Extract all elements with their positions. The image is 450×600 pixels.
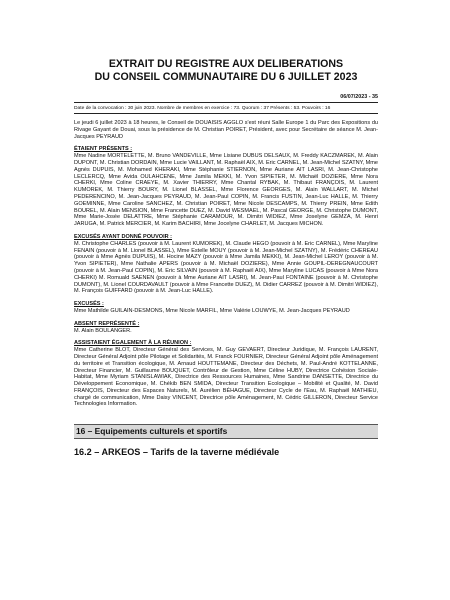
deliberation-subtitle: 16.2 – ARKEOS – Tarifs de la taverne médiévale: [74, 447, 280, 458]
presents-heading: ÉTAIENT PRÉSENTS :: [74, 146, 133, 153]
document-title-line1: EXTRAIT DU REGISTRE AUX DELIBERATIONS: [108, 58, 344, 70]
presents-list: Mme Nadine MORTELETTE, M. Bruno VANDEVILLE, Mme Lisiane DUBUS DELSAUX, M. Freddy KACZMAREK, M. Alain DUPONT, M. Christian DORDAIN, Mme Lucie VAILLANT, M. Raphaël AIX, M. Eric CARNEL, M. Jean-Michel SZATNY, Mme Agnès DUPUIS, M. Mohamed KHERAKI, Mme Stéphanie STIERNON, Mme Auriane AIT LASRI, M. Jean-Christophe LECLERCQ, Mme Avida OULAHCENE, Mme Jamila MEKKI, M. Yvon SIPIETER, M. Michaël DOZIERE, Mme Nora CHERKI, Mme Coline CRAEYE, M. Xavier THIERRY, Mme Chantal RYBAK, M. Thibaut FRANÇOIS, M. Laurent KUMOREK, M. Thierry BOURY, M. Lionel BLASSEL, Mme Florence GEORGES, M. Alain WALLART, M. Michel PEDERENCINO, M. Jean-Jacques PEYRAUD, M. Jean-Paul COPIN, M. Francis FUSTIN, Jean-Luc HALLE, M. Thierry GOEMINNE, Mme Caroline SANCHEZ, M. Christian POIRET, Mme Nicole DESCAMPS, M. Thierry PREIN, Mme Edith BOUREL, M. Alain MENSION, Mme Francette DUEZ, M. David WESMAEL, M. Pascal GEORGE, M. Christophe DUMONT, Mme Marie-Josée DELATTRE, Mme Stéphanie CARAMOUR, M. Dimitri WIDIEZ, Mme Joselyne GEMZA, M. Henri JARUGA, M. Patrick MERCIER, M. Karim BACHIRI, Mme Jocelyne CHARLET, M. Jacques MICHON.: [74, 153, 378, 228]
absent-list: M. Alain BOULANGER.: [74, 327, 132, 334]
meta-rule: [74, 113, 378, 114]
document-title-line2: DU CONSEIL COMMUNAUTAIRE DU 6 JUILLET 2023: [94, 71, 358, 83]
intro-paragraph: Le jeudi 6 juillet 2023 à 18 heures, le Conseil de DOUAISIS AGGLO s'est réuni Salle Europe 1 du Parc des Expositions du Rivage Gayant de Douai, sous la présidence de M. Christian POIRET, Président, avec pour Secrétaire de séance M. Jean-Jacques PEYRAUD: [74, 120, 378, 140]
pouvoir-list: M. Christophe CHARLES (pouvoir à M. Laurent KUMOREK), M. Claude HEGO (pouvoir à M. Eric CARNEL), Mme Maryline FENAIN (pouvoir à M. Lionel BLASSEL), Mme Estelle MOUY (pouvoir à M. Jean-Michel SZATNY), M. Frédéric CHEREAU (pouvoir à Mme Agnès DUPUIS), M. Hocine MAZY (pouvoir à Mme Jamila MEKKI), M. Jean-Michel LEROY (pouvoir à M. Yvon SIPIETER), Mme Nathalie APERS (pouvoir à M. Michaël DOZIERE), Mme Annie GOUPIL-DEREGNAUCOURT (pouvoir à M. Jean-Paul COPIN), M. Eric SILVAIN (pouvoir à M. Raphaël AIX), Mme Maryline LUCAS (pouvoir à Mme Nora CHERKI) M. Romuald SAENEN (pouvoir à Mme Auriane AIT LASRI), M. Jean-Paul FONTAINE (pouvoir à M. Christophe DUMONT), M. Lionel COURDAVAULT (pouvoir à Mme Francette DUEZ), M. Didier CARREZ (pouvoir à M. Dimitri WIDIEZ), M. François GUIFFARD (pouvoir à M. Jean-Luc HALLE).: [74, 240, 378, 295]
assistaient-heading: ASSISTAIENT ÉGALEMENT À LA RÉUNION :: [74, 340, 192, 347]
pouvoir-heading: EXCUSÉS AYANT DONNÉ POUVOIR :: [74, 233, 173, 240]
top-rule: [74, 102, 378, 103]
session-meta: Date de la convocation : 30 juin 2023. Nombre de membres en exercice : 73. Quorum : 37 Présents : 53. Pouvoirs : 16: [74, 106, 331, 111]
absent-heading: ABSENT REPRÉSENTÉ :: [74, 320, 140, 327]
section-band: 16 – Equipements culturels et sportifs: [74, 424, 378, 439]
deliberation-reference: 06/07/2023 - 35: [340, 94, 378, 100]
excuses-list: Mme Mathilde GUILAIN-DESMONS, Mme Nicole MARFIL, Mme Valérie LOUWYE, M. Jean-Jacques PEYRAUD: [74, 307, 350, 314]
assistaient-list: Mme Catherine BLOT, Directeur Général des Services, M. Guy GEVAERT, Directeur Juridique, M. François LAURENT, Directeur Général Adjoint pôle Pilotage et Solidarités, M. Franck FOURNIER, Directeur Général Adjoint pôle Aménagement du territoire et Transition écologique, M. Arnaud HOUTTEMANE, Directeur des Déchets, M. Paul-André KOTTELANNE, Directeur Financier, M. Guillaume BOUQUET, Contrôleur de Gestion, Mme Céline HUBY, Directrice Cohésion Sociale-Habitat, Mme Myriam STANISLAWIAK, Directrice des Ressources Humaines, Mme Sandrine DANSETTE, Directrice du Développement Economique, M. Chékib BEN SMIDA, Directeur Transition Ecologique – Mobilité et Qualité, M. David FRANÇOIS, Directeur des Espaces Naturels, M. Aurélien BÉHAGUE, Directeur Cycle de l'Eau, M. Raphaël MATHIEU, chargé de communication, Mme Daisy VINCENT, Directrice pôle Aménagement, M. Cédric GILLERON, Directeur Service Technologies Information.: [74, 347, 378, 408]
excuses-heading: EXCUSÉS :: [74, 301, 104, 308]
